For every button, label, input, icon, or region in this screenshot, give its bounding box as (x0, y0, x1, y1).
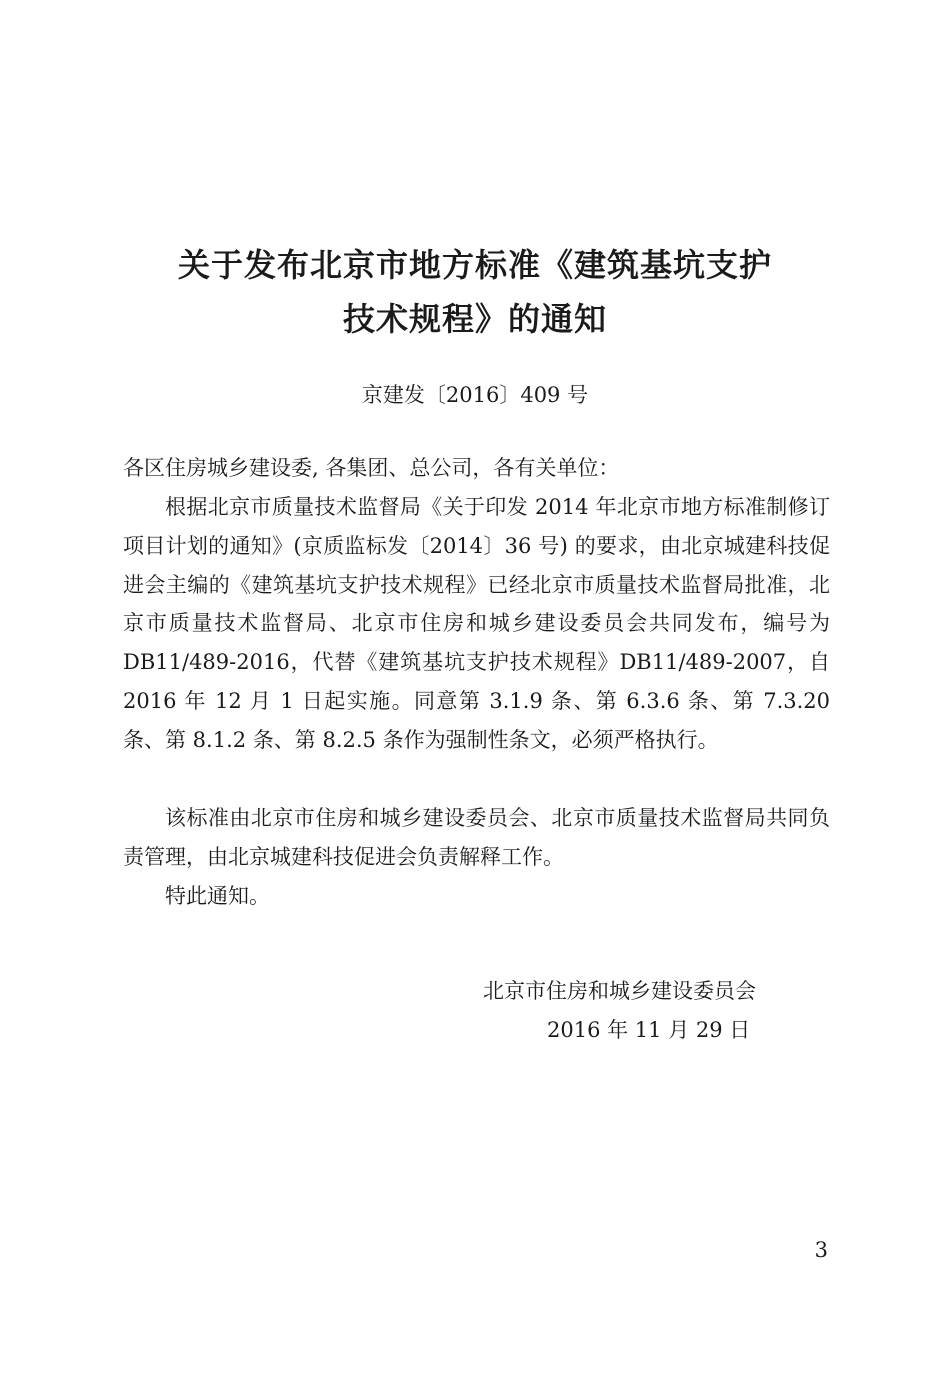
body-paragraph-3: 特此通知。 (165, 884, 270, 908)
page-number: 3 (814, 1238, 828, 1262)
issue-date: 2016 年 11 月 29 日 (547, 1018, 751, 1042)
issuer-signature: 北京市住房和城乡建设委员会 (483, 979, 756, 1003)
document-title-line-1: 关于发布北京市地方标准《建筑基坑支护 (177, 246, 772, 284)
body-paragraph-1: 根据北京市质量技术监督局《关于印发 2014 年北京市地方标准制修订项目计划的通知》(京质监标发〔2014〕36 号) 的要求，由北京城建科技促进会主编的《建筑基坑支护技术规程》已经北京市质量技术监督局批准，北京市质量技术监督局、北京市住房和城乡建设委员会共同发布，编号为 DB11/489-2016，代替《建筑基坑支护技术规程》DB11/489-2007，自 2016 年 12 月 1 日起实施。同意第 3.1.9 条、第 6.3.6 条、第 7.3.20 条、第 8.1.2 条、第 8.2.5 条作为强制性条文，必须严格执行。 (123, 495, 830, 752)
salutation: 各区住房城乡建设委, 各集团、总公司，各有关单位： (123, 456, 620, 480)
body-paragraph-2: 该标准由北京市住房和城乡建设委员会、北京市质量技术监督局共同负责管理，由北京城建科技促进会负责解释工作。 (123, 806, 830, 869)
document-title-line-2: 技术规程》的通知 (342, 300, 607, 338)
document-number: 京建发〔2016〕409 号 (361, 383, 589, 407)
